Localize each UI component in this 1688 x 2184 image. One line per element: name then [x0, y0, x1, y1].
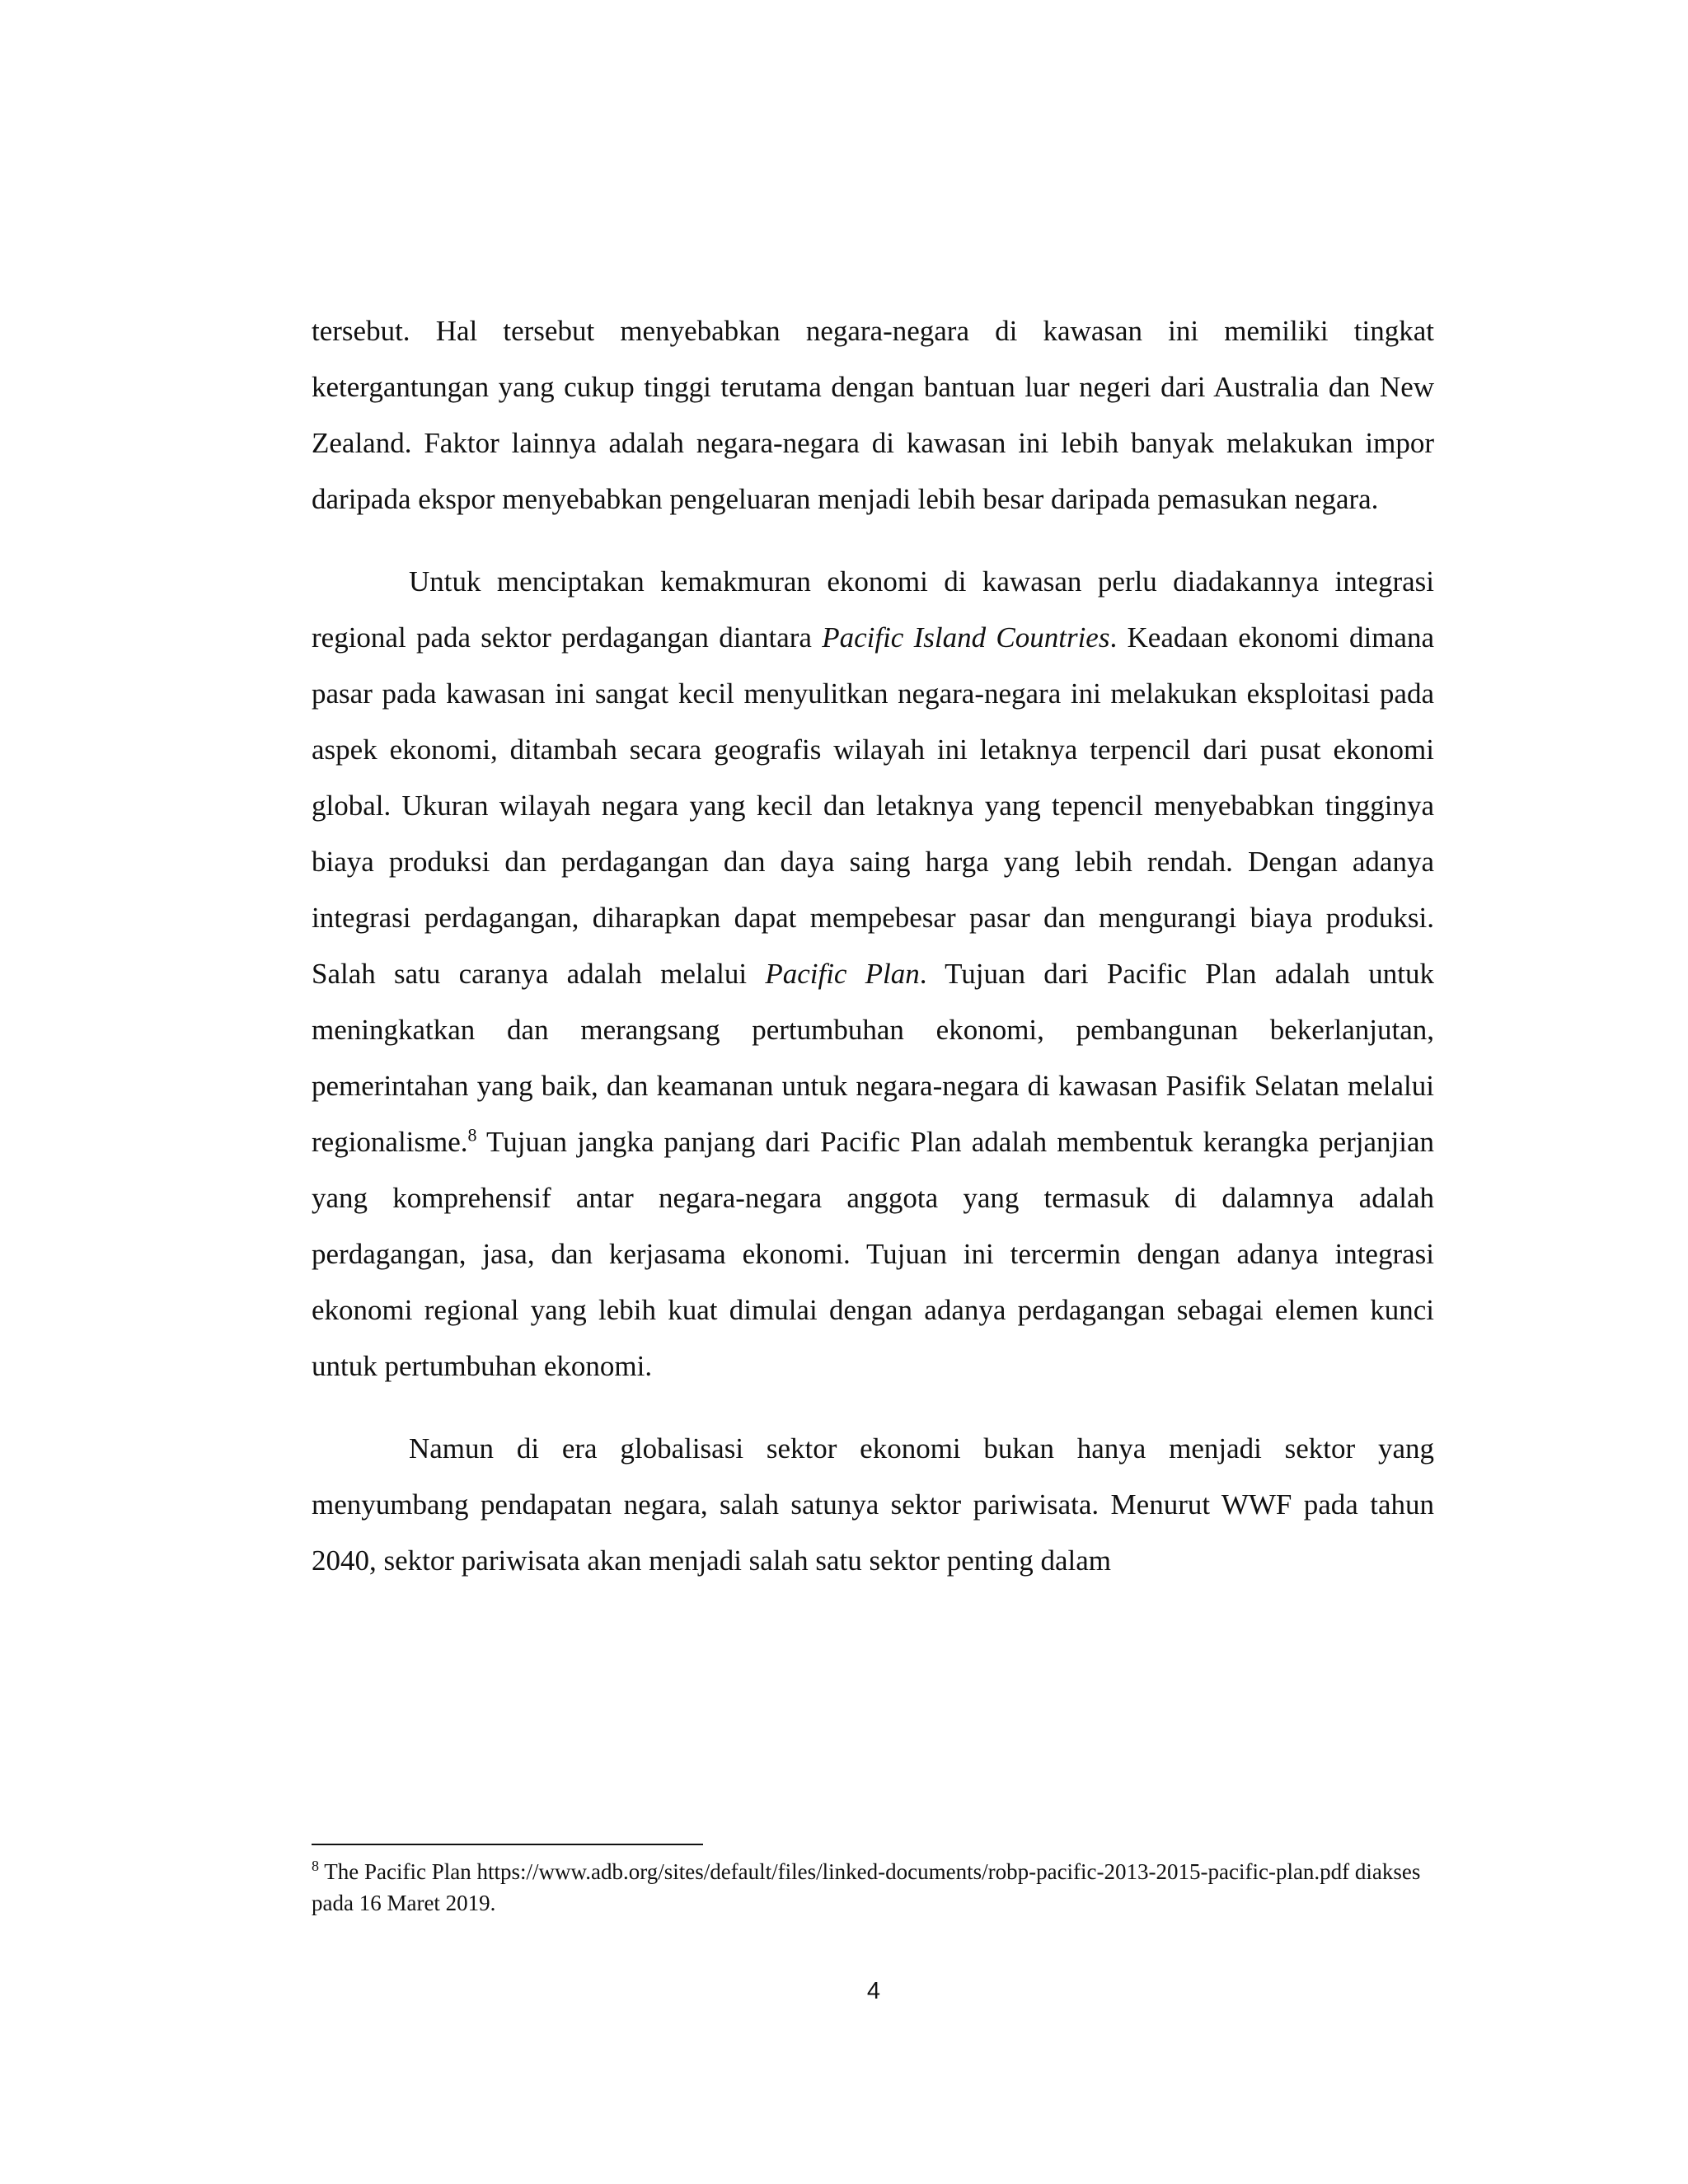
paragraph-1	[312, 303, 1434, 527]
paragraph-3	[312, 1421, 1434, 1589]
footnote-reference: 8	[467, 1124, 477, 1146]
italic-term: Pacific Island Countries	[822, 621, 1110, 654]
footnote-text: The Pacific Plan https://www.adb.org/sites/default/files/linked-documents/robp-pacific-2013-2015-pacific-plan.pdf diakses pada 16 Maret 2019.	[312, 1859, 1421, 1915]
footnote-marker: 8	[312, 1858, 319, 1874]
paragraph-text: tersebut. Hal tersebut menyebabkan negara-negara di kawasan ini memiliki tingkat ketergantungan yang cukup tinggi terutama dengan bantuan luar negeri dari Australia dan New Zealand. Faktor lainnya adalah negara-negara di kawasan ini lebih banyak melakukan impor daripada ekspor menyebabkan pengeluaran menjadi lebih besar daripada pemasukan negara.	[312, 315, 1434, 515]
paragraph-text: Namun di era globalisasi sektor ekonomi bukan hanya menjadi sektor yang menyumbang pendapatan negara, salah satunya sektor pariwisata. Menurut WWF pada tahun 2040, sektor pariwisata akan menjadi salah satu sektor penting dalam	[312, 1432, 1434, 1577]
footnote-separator	[312, 1844, 703, 1845]
paragraph-text: . Keadaan ekonomi dimana pasar pada kawasan ini sangat kecil menyulitkan negara-negara ini melakukan eksploitasi pada aspek ekonomi, ditambah secara geografis wilayah ini letaknya terpencil dari pusat ekonomi global. Ukuran wilayah negara yang kecil dan letaknya yang tepencil menyebabkan tingginya biaya produksi dan perdagangan dan daya saing harga yang lebih rendah. Dengan adanya integrasi perdagangan, diharapkan dapat mempebesar pasar dan mengurangi biaya produksi. Salah satu caranya adalah melalui	[312, 621, 1434, 990]
paragraph-2	[312, 554, 1434, 1394]
page-number: 4	[866, 1978, 881, 2004]
body-text	[312, 303, 1434, 1589]
paragraph-text: Untuk menciptakan kemakmuran ekonomi di kawasan perlu diadakannya integrasi regional pada sektor perdagangan diantara	[312, 565, 1434, 654]
paragraph-text: . Tujuan dari Pacific Plan adalah untuk meningkatkan dan merangsang pertumbuhan ekonomi, pembangunan bekerlanjutan, pemerintahan yang baik, dan keamanan untuk negara-negara di kawasan Pasifik Selatan melalui regionalisme.	[312, 958, 1434, 1158]
paragraph-text: Tujuan jangka panjang dari Pacific Plan adalah membentuk kerangka perjanjian yang komprehensif antar negara-negara anggota yang termasuk di dalamnya adalah perdagangan, jasa, dan kerjasama ekonomi. Tujuan ini tercermin dengan adanya integrasi ekonomi regional yang lebih kuat dimulai dengan adanya perdagangan sebagai elemen kunci untuk pertumbuhan ekonomi.	[312, 1126, 1434, 1382]
footnote	[312, 1856, 1434, 1919]
italic-term: Pacific Plan	[765, 958, 920, 990]
